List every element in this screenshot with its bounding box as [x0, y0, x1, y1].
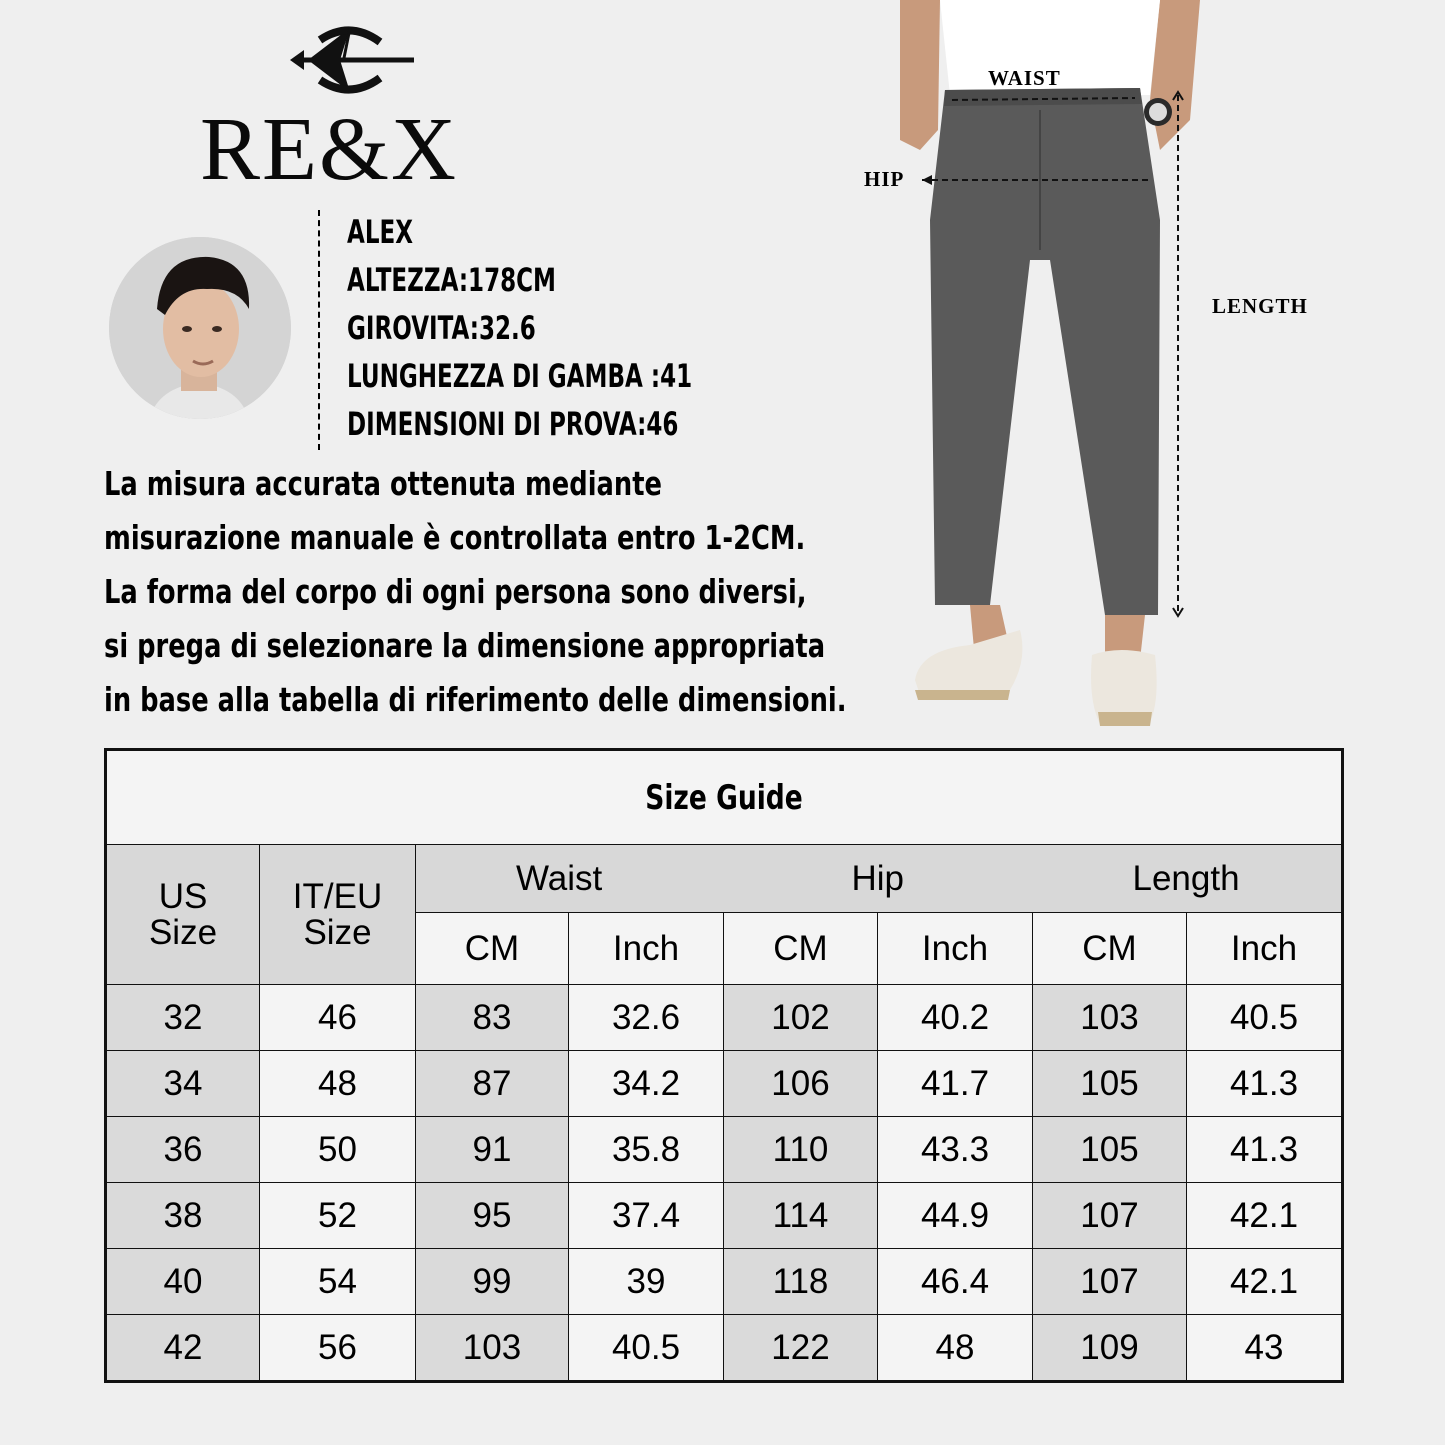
table-cell: 95	[416, 1183, 569, 1249]
brand-name: RE&X	[200, 100, 459, 199]
pants-product-image	[860, 0, 1330, 735]
table-cell: 42.1	[1187, 1183, 1343, 1249]
table-cell: 122	[724, 1315, 878, 1382]
table-cell: 105	[1033, 1117, 1187, 1183]
table-cell: 42.1	[1187, 1249, 1343, 1315]
table-cell: 44.9	[878, 1183, 1033, 1249]
note-line: La forma del corpo di ogni persona sono diversi,	[104, 572, 807, 611]
table-cell: 35.8	[569, 1117, 724, 1183]
table-cell: 34	[106, 1051, 260, 1117]
table-cell: 107	[1033, 1183, 1187, 1249]
table-cell: 40.5	[1187, 985, 1343, 1051]
it-eu-size-header: IT/EU Size	[260, 845, 416, 985]
length-header: Length	[1033, 845, 1343, 913]
table-cell: 46	[260, 985, 416, 1051]
table-cell: 52	[260, 1183, 416, 1249]
table-cell: 56	[260, 1315, 416, 1382]
table-cell: 114	[724, 1183, 878, 1249]
table-cell: 32.6	[569, 985, 724, 1051]
table-cell: 38	[106, 1183, 260, 1249]
table-cell: 41.7	[878, 1051, 1033, 1117]
table-cell: 50	[260, 1117, 416, 1183]
model-height: ALTEZZA:178CM	[347, 261, 556, 299]
table-cell: 41.3	[1187, 1117, 1343, 1183]
table-cell: 34.2	[569, 1051, 724, 1117]
table-row	[106, 1117, 1343, 1183]
length-inch-header: Inch	[1187, 913, 1343, 985]
table-row	[106, 985, 1343, 1051]
table-cell: 83	[416, 985, 569, 1051]
size-guide-title: Size Guide	[106, 750, 1343, 845]
table-cell: 102	[724, 985, 878, 1051]
waist-inch-header: Inch	[569, 913, 724, 985]
table-cell: 87	[416, 1051, 569, 1117]
waist-cm-header: CM	[416, 913, 569, 985]
hip-cm-header: CM	[724, 913, 878, 985]
model-name: ALEX	[347, 213, 414, 251]
table-cell: 105	[1033, 1051, 1187, 1117]
table-cell: 109	[1033, 1315, 1187, 1382]
note-line: La misura accurata ottenuta mediante	[104, 464, 662, 503]
table-cell: 40	[106, 1249, 260, 1315]
table-cell: 42	[106, 1315, 260, 1382]
table-cell: 54	[260, 1249, 416, 1315]
table-row	[106, 1183, 1343, 1249]
us-size-header: US Size	[106, 845, 260, 985]
note-line: in base alla tabella di riferimento delle dimensioni.	[104, 680, 847, 719]
table-cell: 48	[878, 1315, 1033, 1382]
table-cell: 46.4	[878, 1249, 1033, 1315]
table-cell: 106	[724, 1051, 878, 1117]
model-test-size: DIMENSIONI DI PROVA:46	[347, 405, 679, 443]
size-guide-table	[104, 748, 1344, 1383]
table-cell: 37.4	[569, 1183, 724, 1249]
table-cell: 36	[106, 1117, 260, 1183]
hip-inch-header: Inch	[878, 913, 1033, 985]
table-cell: 91	[416, 1117, 569, 1183]
note-line: misurazione manuale è controllata entro 1-2CM.	[104, 518, 806, 557]
table-cell: 41.3	[1187, 1051, 1343, 1117]
table-cell: 107	[1033, 1249, 1187, 1315]
model-portrait-avatar	[109, 237, 291, 419]
model-waist: GIROVITA:32.6	[347, 309, 536, 347]
length-cm-header: CM	[1033, 913, 1187, 985]
note-line: si prega di selezionare la dimensione appropriata	[104, 626, 826, 665]
length-label: LENGTH	[1212, 294, 1308, 318]
table-row	[106, 1051, 1343, 1117]
table-row	[106, 1249, 1343, 1315]
table-cell: 32	[106, 985, 260, 1051]
table-row	[106, 1315, 1343, 1382]
table-cell: 103	[1033, 985, 1187, 1051]
model-leg-length: LUNGHEZZA DI GAMBA :41	[347, 357, 693, 395]
table-cell: 48	[260, 1051, 416, 1117]
table-cell: 39	[569, 1249, 724, 1315]
table-cell: 40.5	[569, 1315, 724, 1382]
hip-label: HIP	[864, 167, 905, 191]
table-cell: 99	[416, 1249, 569, 1315]
arrow-circle-logo-icon	[280, 20, 420, 105]
table-cell: 110	[724, 1117, 878, 1183]
waist-label: WAIST	[988, 66, 1061, 90]
table-cell: 43	[1187, 1315, 1343, 1382]
table-cell: 40.2	[878, 985, 1033, 1051]
hip-header: Hip	[724, 845, 1033, 913]
waist-header: Waist	[416, 845, 724, 913]
table-cell: 118	[724, 1249, 878, 1315]
table-cell: 103	[416, 1315, 569, 1382]
table-cell: 43.3	[878, 1117, 1033, 1183]
model-info-divider	[318, 210, 320, 450]
